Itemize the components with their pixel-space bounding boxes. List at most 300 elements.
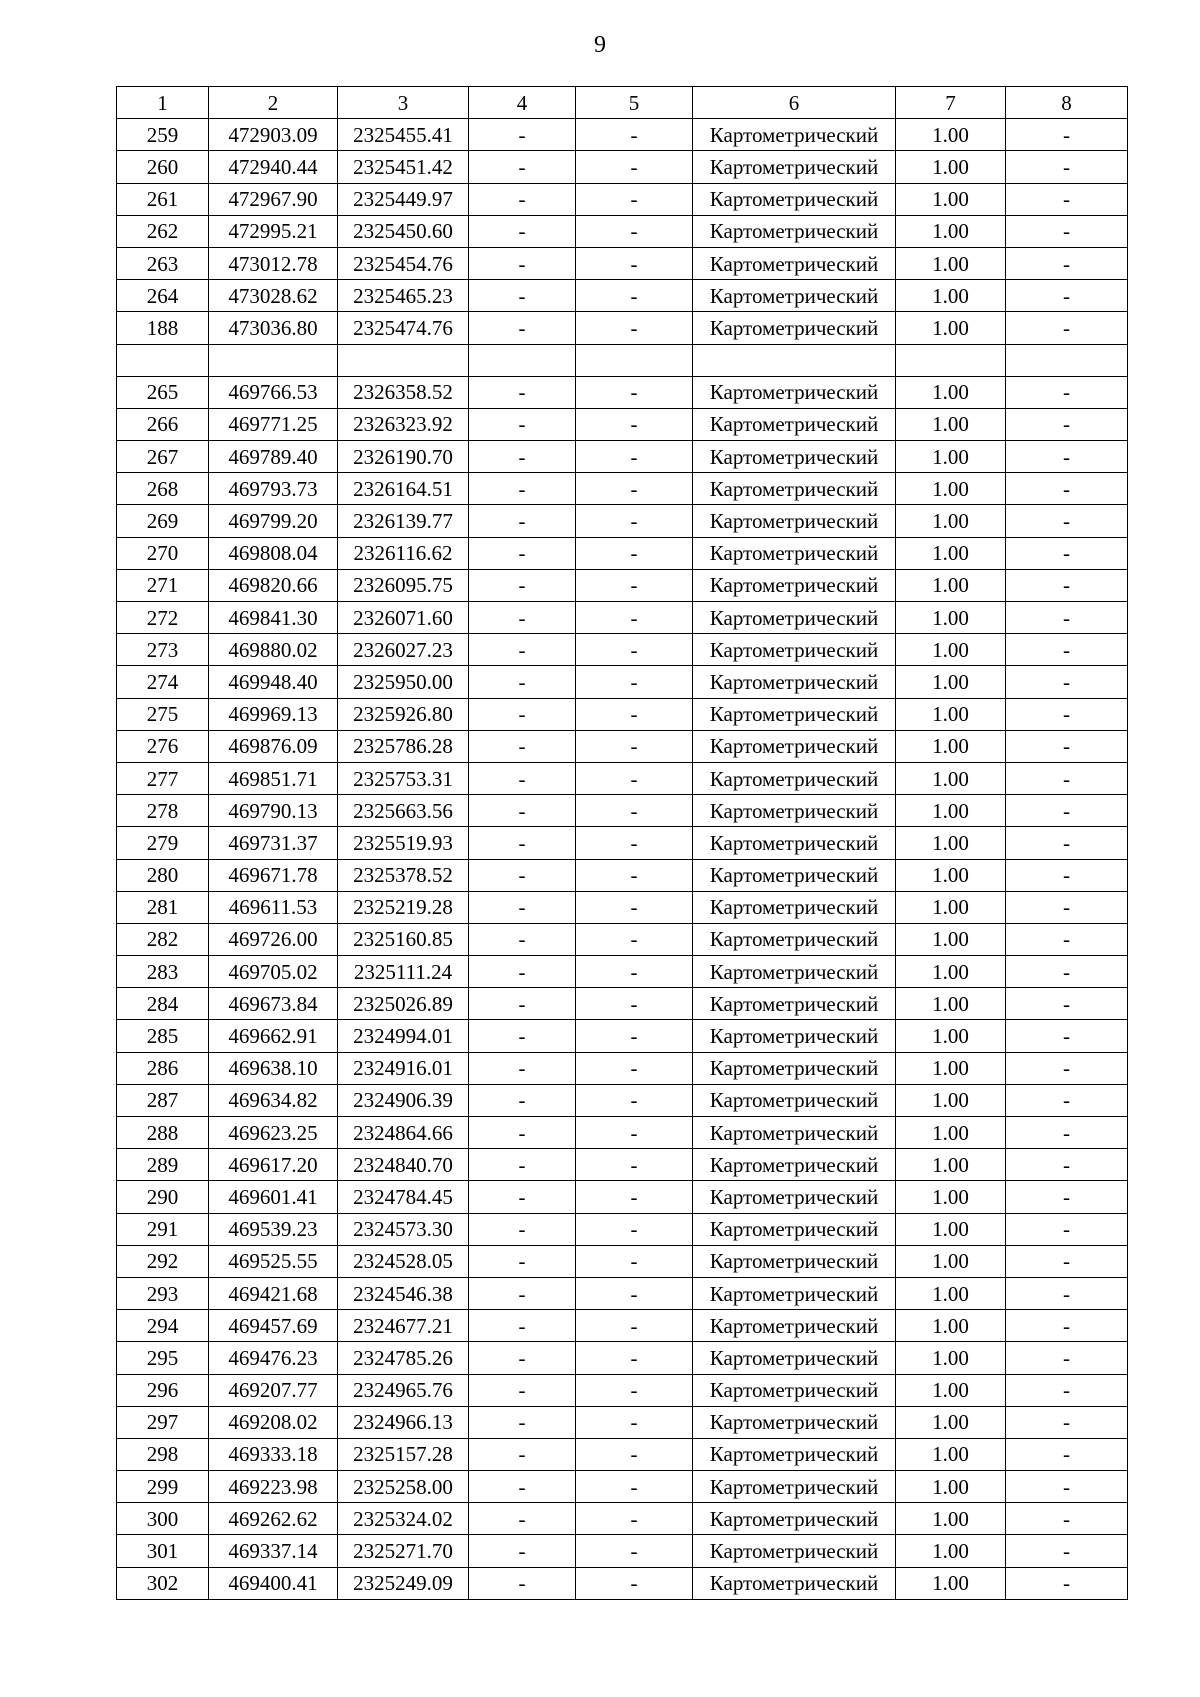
table-cell: 2324966.13 — [338, 1406, 469, 1438]
table-cell: 1.00 — [896, 1342, 1006, 1374]
table-cell: - — [469, 956, 576, 988]
table-cell: 469400.41 — [209, 1567, 338, 1599]
table-cell: 1.00 — [896, 280, 1006, 312]
table-row — [117, 1245, 1128, 1277]
table-cell: 1.00 — [896, 569, 1006, 601]
table-cell: Картометрический — [693, 1277, 896, 1309]
table-cell: 1.00 — [896, 956, 1006, 988]
table-cell: 1.00 — [896, 988, 1006, 1020]
table-cell: 277 — [117, 762, 209, 794]
table-cell: 286 — [117, 1052, 209, 1084]
table-cell: 1.00 — [896, 634, 1006, 666]
table-cell: 469662.91 — [209, 1020, 338, 1052]
table-cell: 469476.23 — [209, 1342, 338, 1374]
table-cell: - — [576, 537, 693, 569]
table-cell: 469969.13 — [209, 698, 338, 730]
table-row — [117, 827, 1128, 859]
table-cell: Картометрический — [693, 280, 896, 312]
table-cell: - — [469, 1117, 576, 1149]
table-cell: - — [576, 1020, 693, 1052]
table-cell: 291 — [117, 1213, 209, 1245]
table-row — [117, 762, 1128, 794]
table-cell: - — [469, 1245, 576, 1277]
table-cell: 2324784.45 — [338, 1181, 469, 1213]
table-cell: 272 — [117, 602, 209, 634]
table-row — [117, 602, 1128, 634]
table-cell: - — [576, 1052, 693, 1084]
table-cell: 2325465.23 — [338, 280, 469, 312]
table-cell: 266 — [117, 408, 209, 440]
table-cell: 302 — [117, 1567, 209, 1599]
table-row — [117, 344, 1128, 376]
table-cell: Картометрический — [693, 183, 896, 215]
table-cell: - — [1006, 247, 1128, 279]
table-cell: 1.00 — [896, 1149, 1006, 1181]
table-row — [117, 1277, 1128, 1309]
table-cell: - — [1006, 1181, 1128, 1213]
table-cell: 2325219.28 — [338, 891, 469, 923]
table-row — [117, 730, 1128, 762]
table-cell: - — [576, 312, 693, 344]
table-cell: - — [1006, 602, 1128, 634]
table-cell: 2324965.76 — [338, 1374, 469, 1406]
column-header: 5 — [576, 87, 693, 119]
table-cell — [576, 344, 693, 376]
table-cell: - — [576, 247, 693, 279]
table-cell: 1.00 — [896, 827, 1006, 859]
table-cell: 469799.20 — [209, 505, 338, 537]
table-cell: 1.00 — [896, 698, 1006, 730]
table-cell: Картометрический — [693, 634, 896, 666]
table-cell: - — [469, 1181, 576, 1213]
table-cell: 2325157.28 — [338, 1438, 469, 1470]
table-cell: - — [469, 1406, 576, 1438]
table-cell: 271 — [117, 569, 209, 601]
table-cell: 2325026.89 — [338, 988, 469, 1020]
table-cell: 260 — [117, 151, 209, 183]
table-cell: - — [576, 441, 693, 473]
table-cell: 2325753.31 — [338, 762, 469, 794]
table-cell: 2325454.76 — [338, 247, 469, 279]
table-cell: 469208.02 — [209, 1406, 338, 1438]
table-cell — [896, 344, 1006, 376]
table-row — [117, 1213, 1128, 1245]
table-cell: 1.00 — [896, 408, 1006, 440]
table-row — [117, 151, 1128, 183]
table-row — [117, 666, 1128, 698]
table-cell: 469789.40 — [209, 441, 338, 473]
table-cell: - — [576, 923, 693, 955]
table-cell: 472903.09 — [209, 119, 338, 151]
table-cell: 2324994.01 — [338, 1020, 469, 1052]
table-row — [117, 247, 1128, 279]
table-cell: 1.00 — [896, 1181, 1006, 1213]
coordinates-table — [116, 86, 1128, 1600]
column-header: 8 — [1006, 87, 1128, 119]
table-cell: 1.00 — [896, 119, 1006, 151]
table-cell: 2325249.09 — [338, 1567, 469, 1599]
table-row — [117, 956, 1128, 988]
table-cell: Картометрический — [693, 698, 896, 730]
table-cell: 1.00 — [896, 1213, 1006, 1245]
table-cell: 469337.14 — [209, 1535, 338, 1567]
table-cell: Картометрический — [693, 859, 896, 891]
table-cell: 300 — [117, 1503, 209, 1535]
table-cell: 284 — [117, 988, 209, 1020]
table-cell: 1.00 — [896, 215, 1006, 247]
table-cell: - — [576, 762, 693, 794]
table-cell: - — [1006, 183, 1128, 215]
table-cell: 469726.00 — [209, 923, 338, 955]
table-cell: - — [1006, 1117, 1128, 1149]
table-row — [117, 183, 1128, 215]
table-cell: 2326027.23 — [338, 634, 469, 666]
table-cell: 1.00 — [896, 762, 1006, 794]
table-cell: 261 — [117, 183, 209, 215]
table-cell: Картометрический — [693, 312, 896, 344]
table-cell: 2326116.62 — [338, 537, 469, 569]
table-cell: 294 — [117, 1310, 209, 1342]
table-cell: Картометрический — [693, 1438, 896, 1470]
table-cell: 469634.82 — [209, 1084, 338, 1116]
table-cell: 2324916.01 — [338, 1052, 469, 1084]
table-cell: - — [1006, 1020, 1128, 1052]
table-cell: 472967.90 — [209, 183, 338, 215]
table-cell: 1.00 — [896, 537, 1006, 569]
table-cell: 469638.10 — [209, 1052, 338, 1084]
table-cell: 1.00 — [896, 1471, 1006, 1503]
table-cell: - — [1006, 505, 1128, 537]
table-cell: Картометрический — [693, 473, 896, 505]
table-cell: 1.00 — [896, 730, 1006, 762]
table-cell: - — [1006, 1503, 1128, 1535]
table-cell — [117, 344, 209, 376]
table-cell: - — [469, 408, 576, 440]
table-cell: Картометрический — [693, 1149, 896, 1181]
table-cell: 2326071.60 — [338, 602, 469, 634]
table-cell: 2325450.60 — [338, 215, 469, 247]
table-cell: 469731.37 — [209, 827, 338, 859]
table-cell: 1.00 — [896, 1052, 1006, 1084]
table-row — [117, 1406, 1128, 1438]
table-cell: Картометрический — [693, 891, 896, 923]
table-cell: 262 — [117, 215, 209, 247]
table-cell: - — [469, 1438, 576, 1470]
table-cell: 469880.02 — [209, 634, 338, 666]
table-cell: 469793.73 — [209, 473, 338, 505]
table-cell: 469623.25 — [209, 1117, 338, 1149]
table-cell: - — [1006, 1084, 1128, 1116]
table-row — [117, 312, 1128, 344]
table-cell: 298 — [117, 1438, 209, 1470]
table-cell: - — [1006, 988, 1128, 1020]
table-cell: Картометрический — [693, 1535, 896, 1567]
table-cell: - — [469, 1149, 576, 1181]
table-cell: - — [576, 408, 693, 440]
table-cell: - — [1006, 795, 1128, 827]
table-cell: - — [576, 1567, 693, 1599]
table-cell: 2326095.75 — [338, 569, 469, 601]
table-cell: - — [469, 280, 576, 312]
table-cell: 285 — [117, 1020, 209, 1052]
table-cell: Картометрический — [693, 956, 896, 988]
table-row — [117, 569, 1128, 601]
table-cell: 2326323.92 — [338, 408, 469, 440]
table-cell: 2325111.24 — [338, 956, 469, 988]
table-row — [117, 891, 1128, 923]
table-row — [117, 698, 1128, 730]
table-cell: 2326190.70 — [338, 441, 469, 473]
table-cell: - — [469, 634, 576, 666]
table-cell: - — [576, 183, 693, 215]
table-cell: 301 — [117, 1535, 209, 1567]
table-cell: Картометрический — [693, 505, 896, 537]
table-cell: 268 — [117, 473, 209, 505]
table-cell: Картометрический — [693, 408, 896, 440]
table-cell: 469705.02 — [209, 956, 338, 988]
table-row — [117, 441, 1128, 473]
table-cell: - — [576, 602, 693, 634]
table-cell: 469948.40 — [209, 666, 338, 698]
table-row — [117, 923, 1128, 955]
table-cell: 1.00 — [896, 602, 1006, 634]
table-cell: - — [1006, 376, 1128, 408]
table-cell: 2324906.39 — [338, 1084, 469, 1116]
table-row — [117, 795, 1128, 827]
table-row — [117, 1052, 1128, 1084]
table-cell: 2325449.97 — [338, 183, 469, 215]
table-cell: - — [576, 569, 693, 601]
table-cell: - — [469, 1342, 576, 1374]
table-cell: - — [469, 698, 576, 730]
table-cell: 263 — [117, 247, 209, 279]
table-cell: - — [576, 280, 693, 312]
table-cell: 1.00 — [896, 666, 1006, 698]
table-cell: - — [1006, 215, 1128, 247]
table-cell: 1.00 — [896, 1374, 1006, 1406]
table-cell: - — [1006, 730, 1128, 762]
table-cell: - — [576, 1342, 693, 1374]
table-cell: - — [469, 473, 576, 505]
table-cell: - — [576, 1406, 693, 1438]
table-cell: 2324864.66 — [338, 1117, 469, 1149]
table-cell: - — [469, 183, 576, 215]
table-cell: 469771.25 — [209, 408, 338, 440]
table-cell: - — [469, 441, 576, 473]
table-cell: - — [576, 1213, 693, 1245]
table-cell: - — [469, 1471, 576, 1503]
table-cell: 1.00 — [896, 1020, 1006, 1052]
table-cell: Картометрический — [693, 762, 896, 794]
table-body — [117, 119, 1128, 1600]
table-cell: - — [576, 891, 693, 923]
table-cell: - — [576, 1245, 693, 1277]
table-cell: - — [576, 795, 693, 827]
table-cell: 270 — [117, 537, 209, 569]
table-cell: - — [1006, 1406, 1128, 1438]
table-cell: Картометрический — [693, 988, 896, 1020]
table-cell: 1.00 — [896, 1535, 1006, 1567]
table-cell: 473012.78 — [209, 247, 338, 279]
table-cell: - — [469, 537, 576, 569]
table-cell: Картометрический — [693, 1374, 896, 1406]
table-row — [117, 1503, 1128, 1535]
table-cell: - — [1006, 312, 1128, 344]
table-row — [117, 634, 1128, 666]
table-cell: 469790.13 — [209, 795, 338, 827]
table-cell: - — [1006, 151, 1128, 183]
table-cell: - — [576, 698, 693, 730]
table-cell: - — [1006, 1535, 1128, 1567]
table-cell: 288 — [117, 1117, 209, 1149]
table-cell: 1.00 — [896, 376, 1006, 408]
table-cell: - — [469, 151, 576, 183]
table-row — [117, 1374, 1128, 1406]
table-cell: Картометрический — [693, 441, 896, 473]
table-cell: Картометрический — [693, 1084, 896, 1116]
table-cell: 469617.20 — [209, 1149, 338, 1181]
table-cell: - — [469, 1503, 576, 1535]
table-cell: 469333.18 — [209, 1438, 338, 1470]
table-cell: - — [576, 376, 693, 408]
table-cell: 2326164.51 — [338, 473, 469, 505]
table-row — [117, 473, 1128, 505]
table-cell: - — [576, 859, 693, 891]
table-cell: - — [1006, 1310, 1128, 1342]
table-row — [117, 988, 1128, 1020]
table-cell: - — [469, 827, 576, 859]
table-cell: - — [1006, 923, 1128, 955]
table-row — [117, 1149, 1128, 1181]
table-cell: - — [576, 473, 693, 505]
table-cell: 469876.09 — [209, 730, 338, 762]
table-cell: 469601.41 — [209, 1181, 338, 1213]
table-cell: 280 — [117, 859, 209, 891]
table-cell: Картометрический — [693, 827, 896, 859]
table-cell: 2325160.85 — [338, 923, 469, 955]
table-cell: 1.00 — [896, 1503, 1006, 1535]
table-cell: 279 — [117, 827, 209, 859]
table-cell: - — [469, 1052, 576, 1084]
table-cell: 2324677.21 — [338, 1310, 469, 1342]
table-cell: 1.00 — [896, 1310, 1006, 1342]
table-cell: 2324785.26 — [338, 1342, 469, 1374]
table-cell: 1.00 — [896, 859, 1006, 891]
table-cell: - — [469, 859, 576, 891]
table-cell: - — [576, 1149, 693, 1181]
table-cell: - — [1006, 1245, 1128, 1277]
table-cell — [693, 344, 896, 376]
table-cell: 2325926.80 — [338, 698, 469, 730]
table-cell: 287 — [117, 1084, 209, 1116]
table-cell: - — [1006, 441, 1128, 473]
table-cell: 469673.84 — [209, 988, 338, 1020]
table-cell: 469207.77 — [209, 1374, 338, 1406]
table-cell: 274 — [117, 666, 209, 698]
table-cell: Картометрический — [693, 1020, 896, 1052]
table-cell: 290 — [117, 1181, 209, 1213]
table-cell: - — [576, 988, 693, 1020]
table-cell: - — [576, 1471, 693, 1503]
table-cell: - — [1006, 1213, 1128, 1245]
table-cell: Картометрический — [693, 537, 896, 569]
table-cell: - — [469, 923, 576, 955]
table-cell: Картометрический — [693, 923, 896, 955]
table-cell: - — [1006, 666, 1128, 698]
table-row — [117, 537, 1128, 569]
table-cell: - — [1006, 1438, 1128, 1470]
table-row — [117, 1181, 1128, 1213]
table-cell: - — [576, 1277, 693, 1309]
table-row — [117, 215, 1128, 247]
table-cell: - — [576, 1310, 693, 1342]
table-cell: Картометрический — [693, 1181, 896, 1213]
table-row — [117, 1535, 1128, 1567]
table-cell: 469262.62 — [209, 1503, 338, 1535]
table-row — [117, 1438, 1128, 1470]
table-cell: - — [469, 312, 576, 344]
table-cell: Картометрический — [693, 151, 896, 183]
table-cell: - — [576, 119, 693, 151]
table-cell: - — [1006, 408, 1128, 440]
table-cell: 188 — [117, 312, 209, 344]
table-cell: - — [576, 215, 693, 247]
table-cell: - — [576, 634, 693, 666]
table-cell: - — [1006, 537, 1128, 569]
table-cell: 473036.80 — [209, 312, 338, 344]
table-cell: Картометрический — [693, 1567, 896, 1599]
table-cell: 469766.53 — [209, 376, 338, 408]
table-cell: 1.00 — [896, 441, 1006, 473]
table-cell: - — [576, 666, 693, 698]
table-row — [117, 859, 1128, 891]
table-header-row — [117, 87, 1128, 119]
table-cell: - — [1006, 1567, 1128, 1599]
table-cell: 1.00 — [896, 151, 1006, 183]
table-cell: Картометрический — [693, 376, 896, 408]
table-cell: 472940.44 — [209, 151, 338, 183]
table-cell: - — [1006, 473, 1128, 505]
table-cell: - — [1006, 1374, 1128, 1406]
table-cell: - — [576, 151, 693, 183]
table-cell: 1.00 — [896, 1084, 1006, 1116]
table-row — [117, 280, 1128, 312]
table-cell: - — [469, 1020, 576, 1052]
table-cell: - — [469, 376, 576, 408]
table-cell: 2324840.70 — [338, 1149, 469, 1181]
table-cell: 2325451.42 — [338, 151, 469, 183]
table-cell: - — [1006, 1471, 1128, 1503]
table-cell: - — [576, 1374, 693, 1406]
table-cell: 2325663.56 — [338, 795, 469, 827]
table-cell: - — [1006, 1277, 1128, 1309]
table-cell: 2325324.02 — [338, 1503, 469, 1535]
table-cell: 1.00 — [896, 473, 1006, 505]
table-cell: 259 — [117, 119, 209, 151]
table-cell: 2325455.41 — [338, 119, 469, 151]
table-cell: 289 — [117, 1149, 209, 1181]
table-cell: Картометрический — [693, 1310, 896, 1342]
table-cell: - — [469, 1277, 576, 1309]
table-cell: 2324573.30 — [338, 1213, 469, 1245]
table-cell: - — [1006, 956, 1128, 988]
table-cell: Картометрический — [693, 1052, 896, 1084]
table-cell: Картометрический — [693, 666, 896, 698]
table-cell: - — [1006, 859, 1128, 891]
table-cell: - — [469, 988, 576, 1020]
table-cell: 469525.55 — [209, 1245, 338, 1277]
table-cell: Картометрический — [693, 1503, 896, 1535]
